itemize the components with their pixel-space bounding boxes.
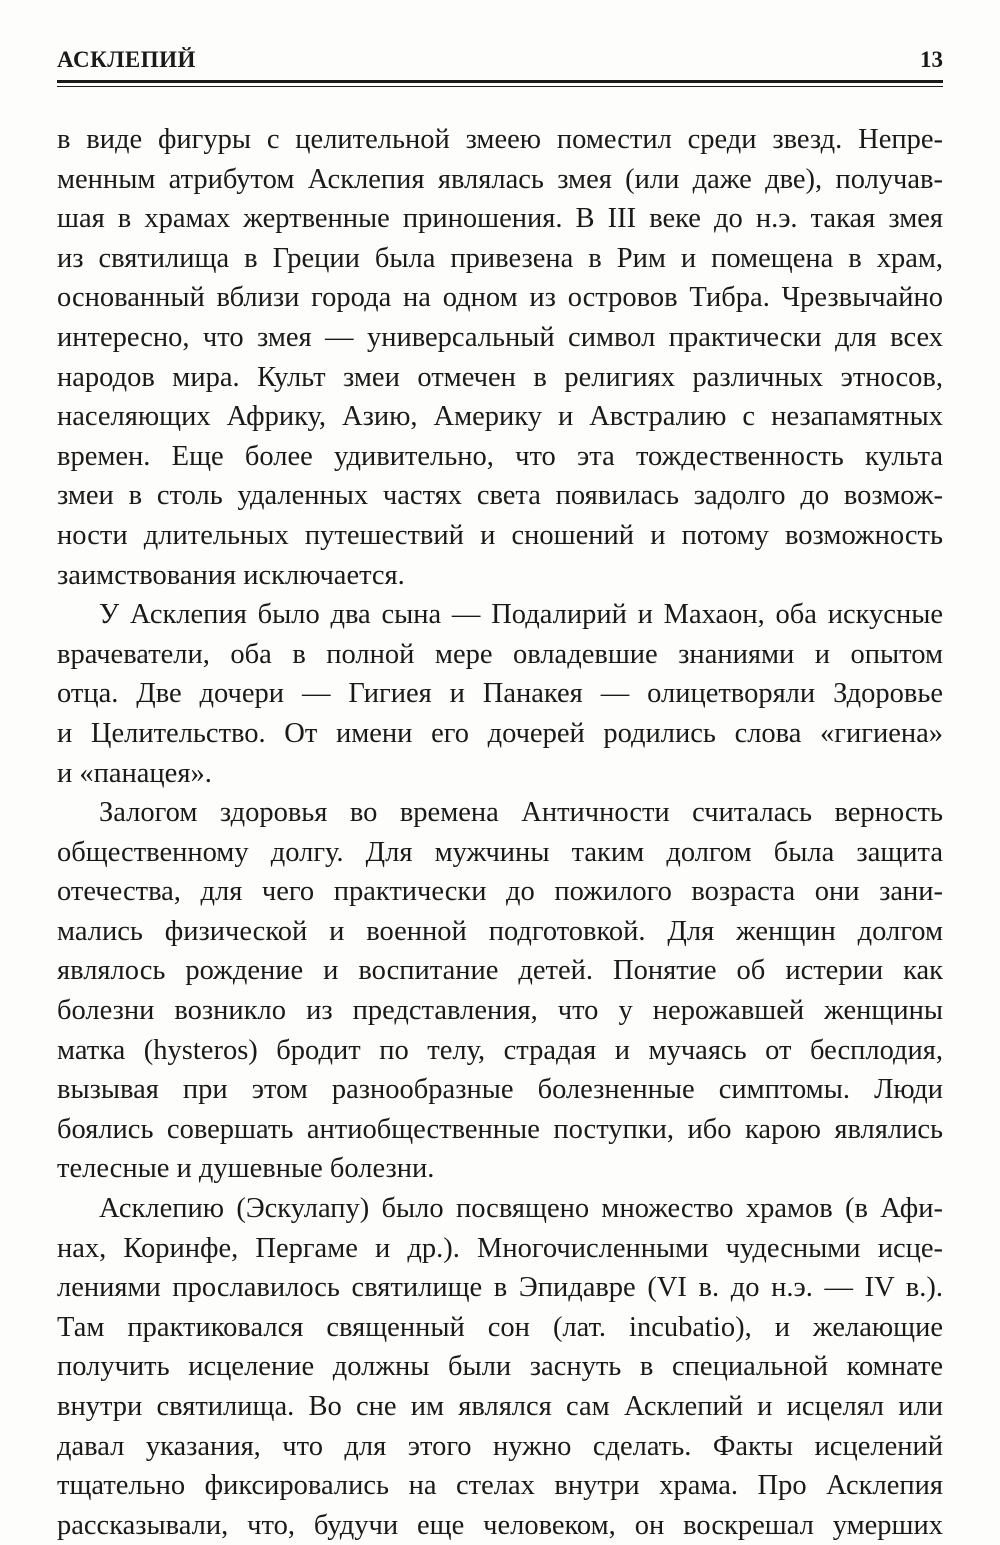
text-line: Там практиковался священный сон (лат. incubatio), и желающие <box>57 1311 943 1343</box>
text-line: болезни возникло из представления, что у нерожавшей женщины <box>57 995 943 1027</box>
header-rule-thin <box>57 86 943 87</box>
text-line: лениями прославилось святилище в Эпидавре (VI в. до н.э. — IV в.). <box>57 1272 943 1304</box>
text-line: получить исцеление должны были заснуть в специальной комнате <box>57 1351 943 1383</box>
text-line: давал указания, что для этого нужно сделать. Факты исцелений <box>57 1430 943 1462</box>
text-line: в виде фигуры с целительной змеею поместил среди звезд. Непре- <box>57 124 943 155</box>
text-line: ности длительных путешествий и сношений и потому возможность <box>57 519 943 551</box>
text-line: Залогом здоровья во времена Античности считалась верность <box>99 797 943 829</box>
text-line: Асклепию (Эскулапу) было посвящено множество храмов (в Афи- <box>99 1193 943 1225</box>
text-line: отечества, для чего практически до пожилого возраста они зани- <box>57 876 943 908</box>
running-head-title: АСКЛЕПИЙ <box>57 47 196 72</box>
text-line: У Асклепия было два сына — Подалирий и Махаон, оба искусные <box>99 599 943 631</box>
text-line: боялись совершать антиобщественные поступки, ибо карою являлись <box>57 1113 943 1145</box>
text-line: мались физической и военной подготовкой. Для женщин долгом <box>57 915 943 947</box>
page-number: 13 <box>920 47 943 72</box>
text-line: народов мира. Культ змеи отмечен в религиях различных этносов, <box>57 361 943 393</box>
text-line: отца. Две дочери — Гигиея и Панакея — олицетворяли Здоровье <box>57 678 943 710</box>
text-line: шая в храмах жертвенные приношения. В III веке до н.э. такая змея <box>57 203 943 235</box>
text-line: населяющих Африку, Азию, Америку и Австралию с незапамятных <box>57 401 943 433</box>
text-line: из святилища в Греции была привезена в Рим и помещена в храм, <box>57 242 943 274</box>
text-line: рассказывали, что, будучи еще человеком, он воскрешал умерших <box>57 1509 943 1541</box>
text-line: общественному долгу. Для мужчины таким долгом была защита <box>57 836 943 868</box>
text-line: внутри святилища. Во сне им являлся сам Асклепий и исцелял или <box>57 1391 943 1422</box>
text-line: телесные и душевные болезни. <box>57 1153 435 1185</box>
text-line: матка (hysteros) бродит по телу, страдая и мучаясь от бесплодия, <box>57 1034 943 1066</box>
text-line: врачеватели, оба в полной мере овладевшие знаниями и опытом <box>57 638 943 670</box>
text-line: вызывая при этом разнообразные болезненные симптомы. Люди <box>57 1074 943 1106</box>
text-line: заимствования исключается. <box>57 559 405 591</box>
text-line: нах, Коринфе, Пергаме и др.). Многочисленными чудесными исце- <box>57 1232 943 1264</box>
text-line: тщательно фиксировались на стелах внутри храма. Про Асклепия <box>57 1470 943 1502</box>
header-rule-thick <box>57 80 943 83</box>
text-line: и Целительство. От имени его дочерей родились слова «гигиена» <box>57 717 943 749</box>
running-head <box>57 46 943 74</box>
text-line: основанный вблизи города на одном из островов Тибра. Чрезвычайно <box>57 282 943 314</box>
text-line: интересно, что змея — универсальный символ практически для всех <box>57 321 943 353</box>
text-line: и «панацея». <box>57 757 212 789</box>
text-line: менным атрибутом Асклепия являлась змея (или даже две), получав- <box>57 163 943 195</box>
text-line: являлось рождение и воспитание детей. Понятие об истерии как <box>57 955 943 987</box>
text-line: змеи в столь удаленных частях света появилась задолго до возмож- <box>57 480 943 512</box>
text-line: времен. Еще более удивительно, что эта тождественность культа <box>57 440 943 472</box>
body-text <box>57 120 943 1545</box>
